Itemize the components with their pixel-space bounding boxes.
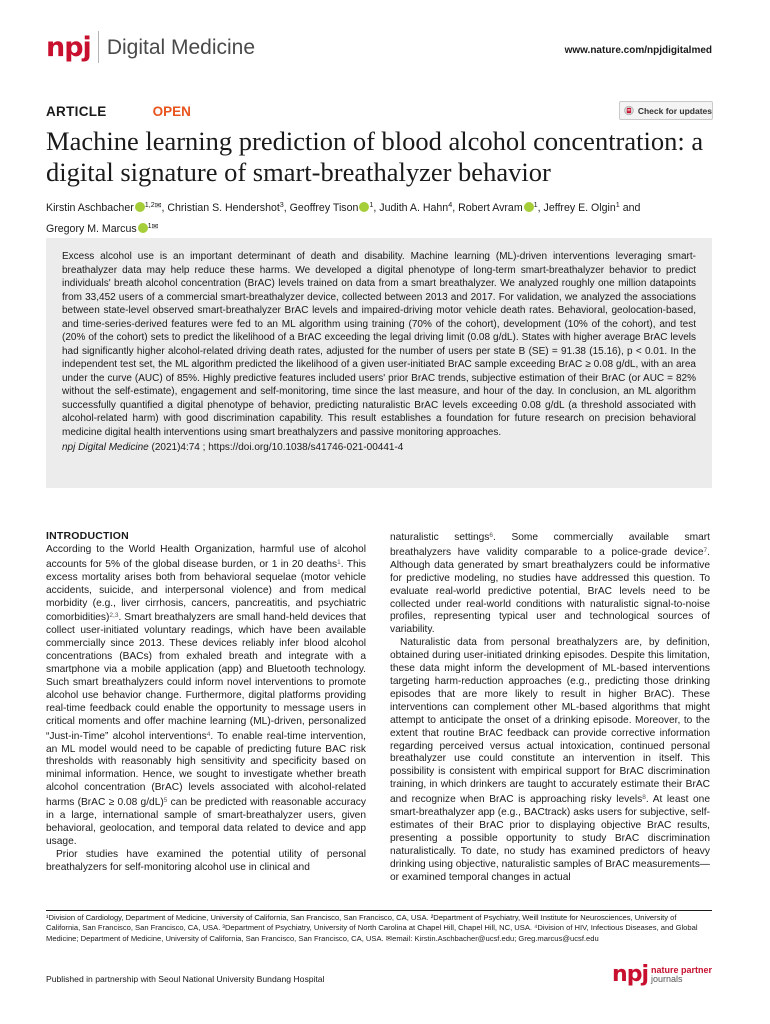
- article-type: ARTICLE: [46, 104, 107, 119]
- body-column-left: [46, 530, 366, 875]
- author-list: [46, 196, 726, 238]
- author-name[interactable]: , Geoffrey Tison: [283, 202, 359, 214]
- reference-link[interactable]: 1: [337, 558, 341, 566]
- citation-doi[interactable]: (2021)4:74 ; https://doi.org/10.1038/s41746-021-00441-4: [148, 442, 404, 453]
- npj-logo: npj: [46, 31, 91, 63]
- text-run: . This excess mortality arises both from behavioral sequelae (motor vehicle accidents, suicide, and interpersonal violence) and from medical morbidity (e.g., liver cirrhosis, cancers, pancreatitis, and psychiatric comorbidities): [46, 558, 366, 624]
- partner-label-line2: journals: [650, 974, 683, 984]
- body-paragraph: [390, 637, 710, 884]
- text-run: . Although data generated by smart breathalyzers could be informative for predictive modeling, no studies have addressed this question. To evaluate real-world predictive potential, BrAC levels need to be collected under real-world conditions with naturalistic signal-to-noise profiles, representing typical user and technological sources of variability.: [390, 546, 710, 636]
- affiliations-footnote: ¹Division of Cardiology, Department of Medicine, University of California, San Francisco, San Francisco, CA, USA. ²Department of Psychiatry, Weill Institute for Neurosciences, University of California, San Francisco, San Francisco, CA, USA. ³Department of Psychiatry, University of North Carolina at Chapel Hill, Chapel Hill, NC, USA. ⁴Division of HIV, Infectious Diseases, and Global Medicine; Department of Medicine, University of California, San Francisco, San Francisco, CA, USA. ✉email: Kirstin.Aschbacher@ucsf.edu; Greg.marcus@ucsf.edu: [46, 913, 698, 943]
- affiliation-marker: 3: [279, 200, 284, 209]
- affiliation-marker: 1: [147, 221, 152, 230]
- text-run: . Some commercially available smart breathalyzers have validity comparable to a police-grade device: [390, 532, 710, 558]
- brand-divider: [98, 31, 99, 63]
- article-type-row: [46, 104, 191, 119]
- text-run: . Smart breathalyzers are small hand-held devices that collect user-initiated voluntary readings, which have been available commercially since 2013. These devices reliably infer blood alcohol concentrations (BACs) from exhaled breath and integrate with a smartphone via a mobile application (app) and Bluetooth technology. Such smart breathalyzers could inform novel interventions to promote alcohol use behavior change. Furthermore, digital platforms providing real-time feedback could enable the opportunity to message users in critical moments and offer machine learning (ML)-driven, personalized “Just-in-Time” alcohol interventions: [46, 612, 366, 742]
- affiliation-marker: 1: [533, 200, 538, 209]
- reference-link[interactable]: 5: [163, 797, 168, 805]
- affiliation-marker: 1,2: [144, 200, 155, 209]
- orcid-icon[interactable]: [524, 202, 534, 212]
- citation-line: [62, 441, 696, 455]
- journal-url[interactable]: www.nature.com/npjdigitalmed: [564, 45, 712, 56]
- text-run: . At least one smart-breathalyzer app (e.g., BACtrack) asks users for subjective, self-estimates of their BrAC prior to displaying objective BrAC results, presenting a possible opportunity to study BrAC discrimination naturalistically. To date, no study has examined predictors of heavy drinking using objective, naturalistic samples of BrAC measurements—or examined temporal changes in actual: [390, 794, 711, 883]
- nature-partner-journals-logo: [612, 964, 712, 986]
- body-paragraph: [46, 544, 366, 849]
- reference-link[interactable]: 6: [489, 532, 494, 539]
- journal-name: Digital Medicine: [106, 35, 256, 59]
- abstract-text: Excess alcohol use is an important determinant of death and disability. Machine learning (ML)-driven interventions leveraging smart-breathalyzer data may help reduce these harms. We developed a digital phenotype of long-term smart-breathalyzer behavior to predict individuals' breath alcohol concentration (BrAC) levels trained on data from a smart breathalyzer. We analyzed roughly one million datapoints from 33,452 users of a commercial smart-breathalyzer device, collected between 2013 and 2017. For validation, we analyzed the associations between state-level observed smart-breathalyzer BrAC levels and impaired-driving motor vehicle death rates. Behavioral, geolocation-based, and time-series-derived features were fed to an ML algorithm using training (70% of the cohort), development (10% of the cohort), and test (20% of the cohort) sets to predict the likelihood of a BrAC exceeding the legal driving limit (0.08 g/dL). States with higher average BrAC levels had significantly higher alcohol-related driving death rates, adjusted for the number of users per state B (SE) = 91.38 (15.16), p < 0.01. In the independent test set, the ML algorithm predicted the likelihood of a given user-initiated BrAC sample exceeding BrAC ≥ 0.08 g/dL, with an area under the curve (AUC) of 85%. Highly predictive features included users' prior BrAC trends, subjective estimation of their BrAC (or AUC = 82% without the self-estimate), engagement and self-monitoring, time since the last measure, and hour of the day. In conclusion, an ML algorithm successfully quantified a digital phenotype of behavior, predicting naturalistic BrAC levels exceeding 0.08 g/dL (a threshold associated with alcohol-related harm) with good discrimination capability. This result establishes a foundation for future research on precision behavioral medicine digital health interventions using smart breathalyzers and passive monitoring approaches.: [62, 251, 696, 438]
- partner-label-line1: nature partner: [650, 965, 712, 975]
- text-run: . To enable real-time intervention, an ML model would need to be capable of predicting future BAC risk thresholds with reasonably high sensitivity and specificity based on minimal information. Hence, we sought to investigate whether breath alcohol concentration (BrAC) levels associated with alcohol-related harms (BrAC ≥ 0.08 g/dL): [46, 730, 366, 809]
- orcid-icon[interactable]: [359, 202, 369, 212]
- email-icon[interactable]: ✉: [154, 201, 162, 210]
- email-icon[interactable]: ✉: [151, 222, 159, 231]
- affiliation-marker: 4: [448, 200, 453, 209]
- body-column-right: [390, 530, 710, 884]
- reference-link[interactable]: 2,3: [109, 612, 119, 620]
- text-run: According to the World Health Organization, harmful use of alcohol accounts for 5% of the global disease burden, or 1 in 20 deaths: [46, 543, 366, 570]
- citation-journal: npj Digital Medicine: [62, 442, 149, 453]
- footnote-divider: [46, 910, 712, 911]
- section-heading-introduction: INTRODUCTION: [46, 530, 129, 542]
- partnership-note: Published in partnership with Seoul National University Bundang Hospital: [46, 974, 325, 984]
- author-name[interactable]: , Jeffrey E. Olgin: [537, 202, 616, 214]
- check-updates-label: Check for updates: [637, 105, 712, 116]
- abstract-panel: [46, 238, 712, 488]
- orcid-icon[interactable]: [135, 202, 145, 212]
- check-for-updates-button[interactable]: [619, 101, 713, 120]
- article-title: Machine learning prediction of blood alcohol concentration: a digital signature of smart-breathalyzer behavior: [46, 126, 704, 187]
- affiliation-marker: 1: [615, 200, 620, 209]
- open-access-label: OPEN: [152, 104, 191, 119]
- author-name[interactable]: Gregory M. Marcus: [46, 223, 137, 235]
- check-updates-icon: [624, 104, 634, 117]
- text-run: Naturalistic data from personal breathalyzers are, by definition, obtained during user-initiated drinking episodes. Despite this limitation, these data might inform the development of ML-based interventions targeting harm-reduction approaches (e.g., predicting those drinking episodes that are more likely to result in higher BrAC). These interventions can complement other ML-based algorithms that might attempt to anticipate the onset of a drinking episode. Moreover, to the extent that routine BrAC feedback can provide corrective information regarding perceived versus actual intoxication, continued personal breathalyzer use could constitute an intervention in itself. This possibility is consistent with empirical support for BrAC discrimination training, in which drinkers are taught to accurately estimate their BrAC and recognize when BrAC is approaching risky levels: [390, 637, 710, 806]
- orcid-icon[interactable]: [138, 223, 148, 233]
- author-name[interactable]: , Judith A. Hahn: [373, 202, 449, 214]
- text-run: naturalistic settings: [390, 532, 490, 543]
- partner-journals-label: [651, 966, 712, 984]
- footer-npj-logo: npj: [612, 962, 648, 987]
- author-name[interactable]: Kirstin Aschbacher: [46, 202, 134, 214]
- text-run: can be predicted with reasonable accuracy in a large, international sample of smart-breathalyzer users, given behavioral, geolocation, and temporal data related to device and app usage.: [46, 797, 366, 847]
- reference-link[interactable]: 8: [642, 794, 646, 802]
- body-paragraph: [390, 530, 710, 637]
- author-conjunction: and: [619, 202, 641, 214]
- author-name[interactable]: , Robert Avram: [452, 202, 523, 214]
- reference-link[interactable]: 7: [703, 546, 708, 554]
- journal-brand: [46, 30, 255, 64]
- affiliation-marker: 1: [369, 200, 374, 209]
- body-paragraph: Prior studies have examined the potential utility of personal breathalyzers for self-monitoring alcohol use in clinical and: [46, 848, 366, 873]
- reference-link[interactable]: 4: [206, 730, 211, 738]
- author-name[interactable]: , Christian S. Hendershot: [161, 202, 280, 214]
